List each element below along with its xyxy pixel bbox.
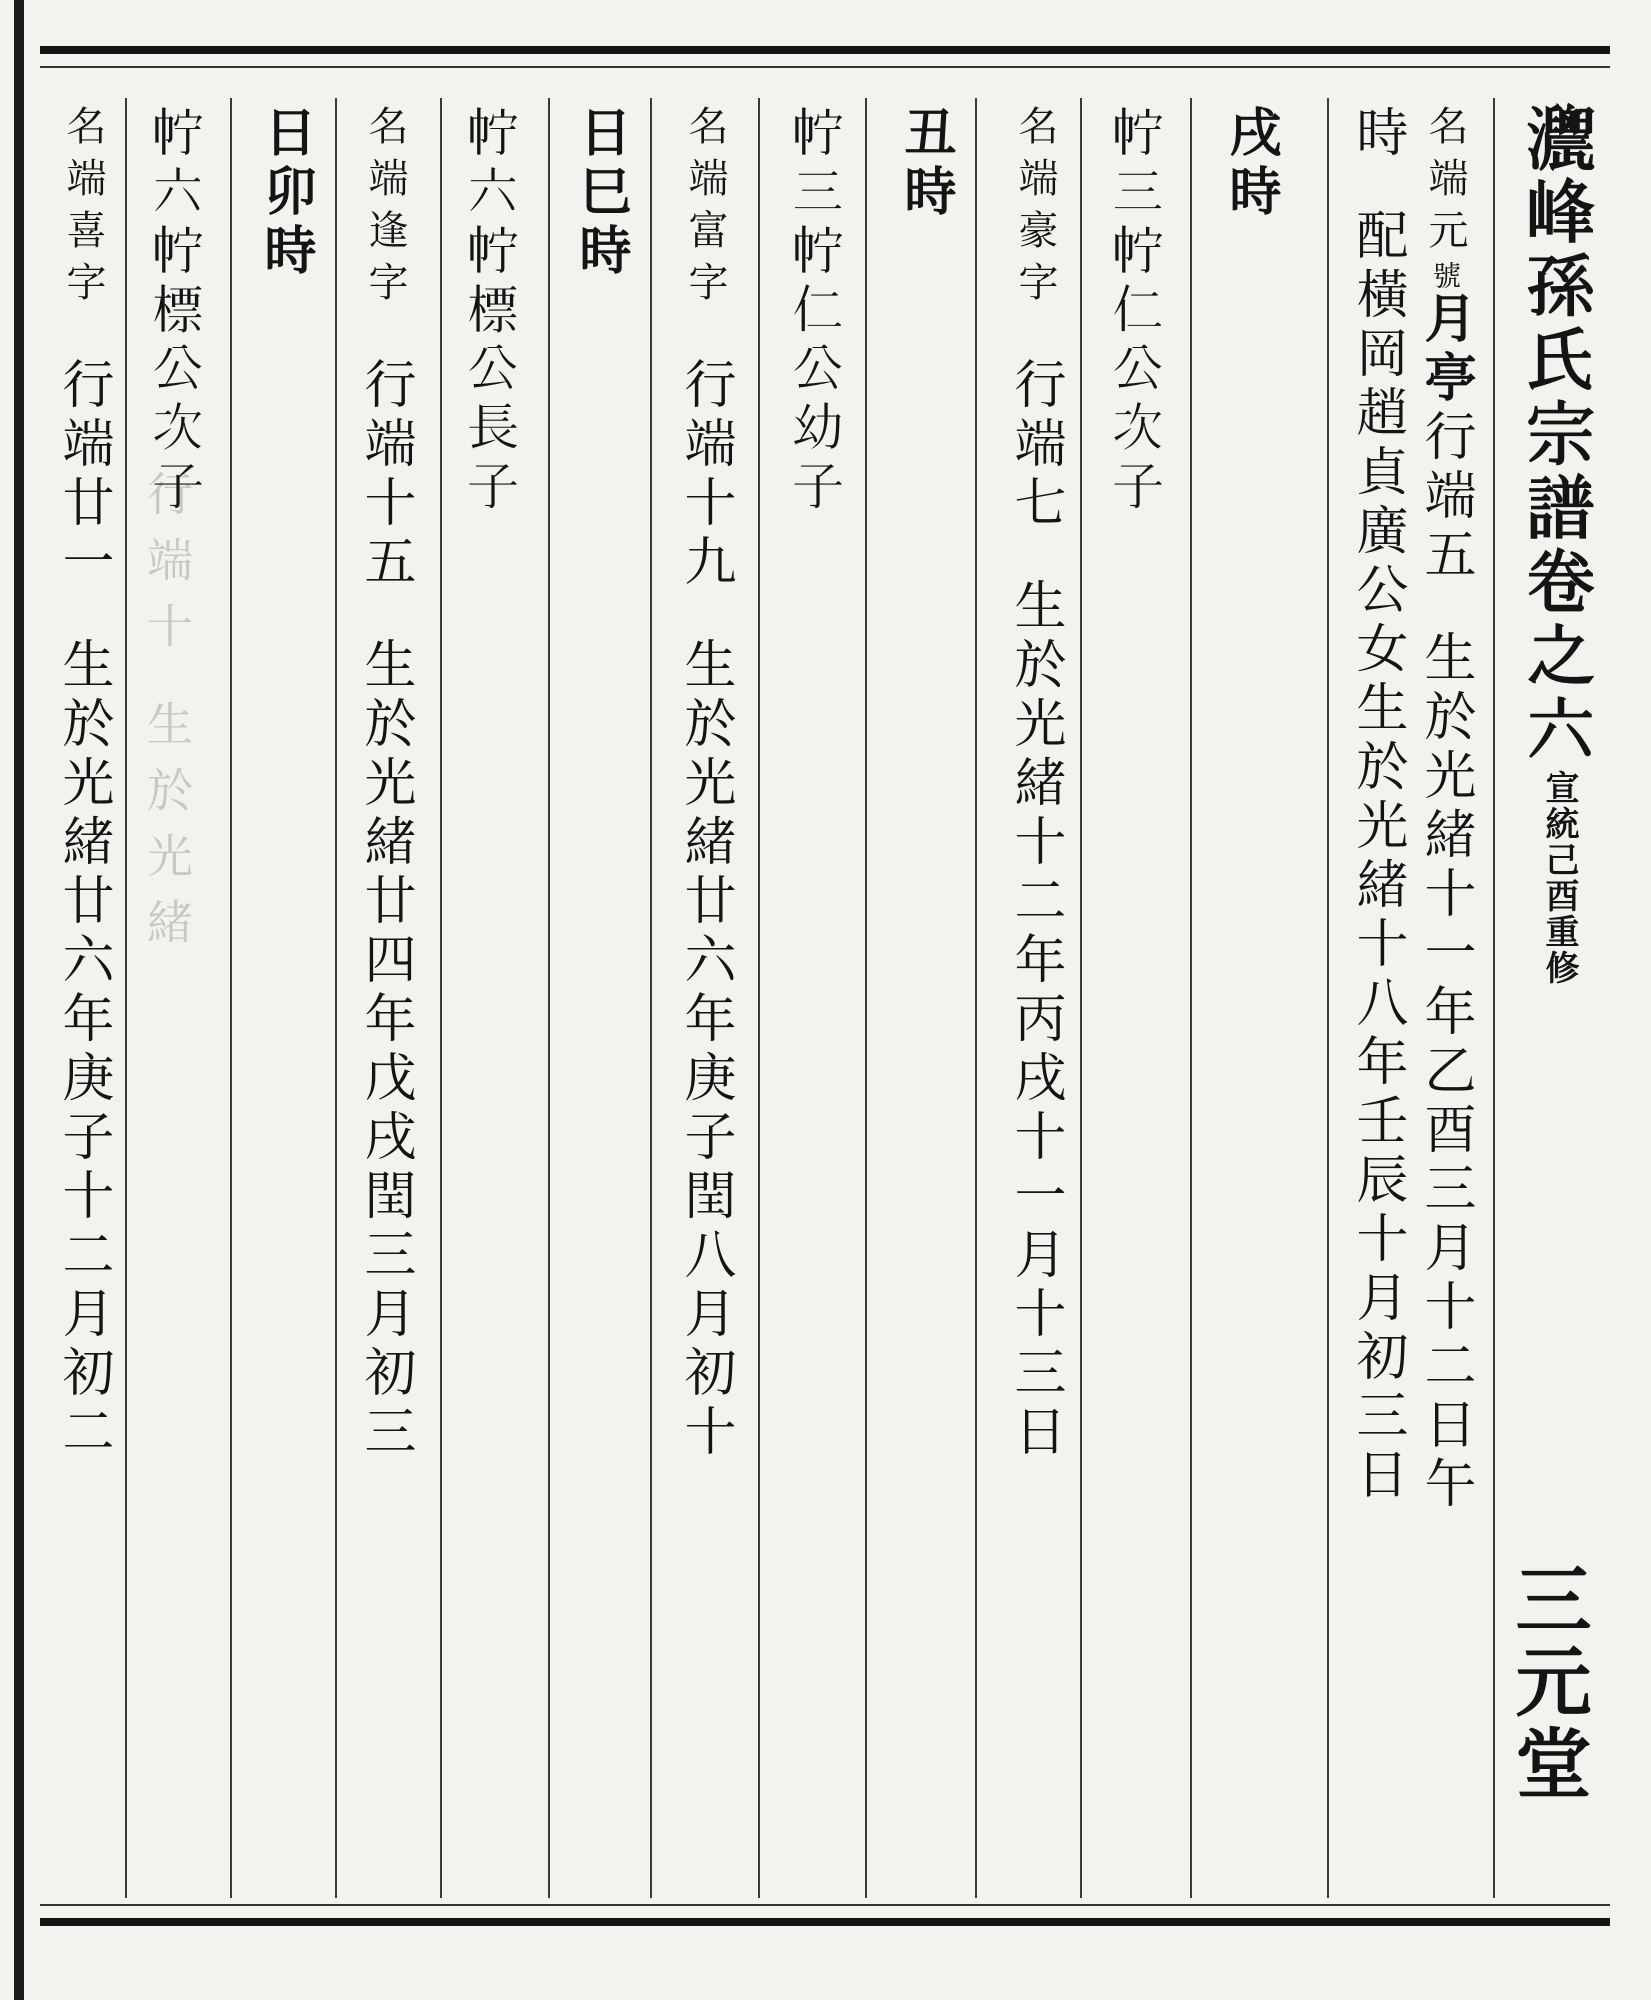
column-text: 端逢字 — [362, 157, 408, 313]
column-rule — [1327, 98, 1329, 1898]
column-text: 生於光緒廿六年庚子閏八月初十 — [675, 637, 735, 1463]
column-text: 端豪字 — [1012, 157, 1058, 313]
column-rule — [1080, 98, 1082, 1898]
column-text: 端喜字 — [60, 157, 106, 313]
column-rule — [650, 98, 652, 1898]
column-rule — [230, 98, 232, 1898]
bleed-through-text: 生於光緒 — [140, 700, 194, 964]
column-text: 生於光緒十一年乙酉三月十二日午 — [1415, 630, 1475, 1515]
genealogy-title: 𤅌峰孫氏宗譜卷之六 — [1518, 100, 1601, 766]
column-text: 𢁼六𢁼標公長子 — [460, 105, 520, 518]
column-text: 名 — [1012, 105, 1058, 157]
column-text: 生於光緒廿六年庚子十二月初二 — [53, 637, 113, 1463]
column-text: 日卯時 — [255, 105, 316, 282]
text-column — [250, 105, 320, 282]
hall-name: 三元堂 — [1503, 1560, 1592, 1806]
text-column — [1000, 105, 1070, 1463]
column-text: 行端五 — [1415, 409, 1475, 586]
text-column — [350, 105, 420, 1463]
column-text: 名 — [362, 105, 408, 157]
column-text: 時 — [1347, 105, 1407, 164]
column-text: 月亭 — [1415, 291, 1476, 409]
binding-edge — [14, 0, 24, 2000]
column-rule — [125, 98, 127, 1898]
column-text: 生於光緒十二年丙戌十一月十三日 — [1005, 578, 1065, 1463]
column-text: 𢁼三𢁼仁公次子 — [1105, 105, 1165, 518]
column-text: 日巳時 — [570, 105, 631, 282]
text-column — [670, 105, 740, 1463]
edition-note: 宣統己酉重修 — [1539, 770, 1579, 986]
column-text: 𢁼六𢁼標公次子 — [145, 105, 205, 518]
column-text: 行端廿一 — [53, 357, 113, 593]
column-rule — [335, 98, 337, 1898]
column-text: 端富字 — [682, 157, 728, 313]
text-column — [890, 105, 960, 223]
text-column — [1100, 105, 1170, 518]
column-text: 名 — [682, 105, 728, 157]
column-rule — [548, 98, 550, 1898]
column-rule — [758, 98, 760, 1898]
column-rule — [865, 98, 867, 1898]
text-column — [1215, 105, 1285, 223]
text-column — [48, 105, 118, 1463]
column-text: 名 — [1422, 105, 1468, 157]
text-column — [1410, 105, 1480, 1515]
text-column — [565, 105, 635, 282]
column-text: 丑時 — [895, 105, 956, 223]
column-text: 行端十五 — [355, 357, 415, 593]
column-text: 名 — [60, 105, 106, 157]
column-text: 端元 — [1422, 157, 1468, 261]
column-text: 生於光緒廿四年戊戌閏三月初三 — [355, 637, 415, 1463]
text-column — [455, 105, 525, 518]
column-text: 𢁼三𢁼仁公幼子 — [785, 105, 845, 518]
bleed-through-text: 行端十 — [140, 470, 194, 668]
column-text: 配橫岡趙貞廣公女生於光緒十八年壬辰十月初三日 — [1347, 208, 1407, 1506]
column-text: 行端七 — [1005, 357, 1065, 534]
column-rule — [1190, 98, 1192, 1898]
column-text: 戌時 — [1220, 105, 1281, 223]
text-column — [140, 105, 210, 518]
volume-label: 卷之六 — [1518, 544, 1601, 766]
text-column — [780, 105, 850, 518]
column-text: 行端十九 — [675, 357, 735, 593]
column-rule — [975, 98, 977, 1898]
column-text: 號 — [1429, 261, 1462, 291]
text-column — [1342, 105, 1412, 1506]
column-rule — [440, 98, 442, 1898]
